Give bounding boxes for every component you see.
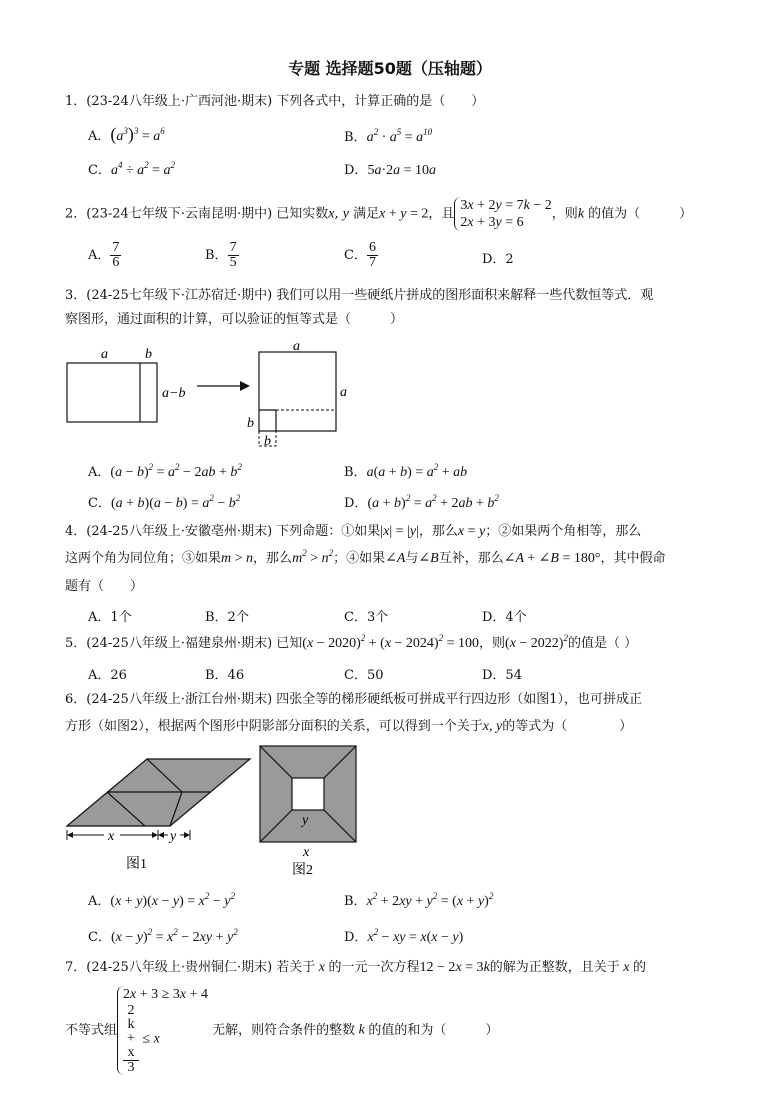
q6-fig1-label-y: y [170, 829, 177, 844]
q5-option-d: D．54 [482, 668, 522, 683]
q3-label-b-bottom: b [264, 434, 271, 449]
q3-option-a: A．$(a - b)^2 = a^2 - 2ab + b^2$ [88, 462, 242, 480]
q6-option-b: B．$x^2 + 2xy + y^2 = (x + y)^2$ [344, 891, 494, 909]
q2-option-a: A． $\frac{7}{6}$ [88, 240, 120, 270]
q3-label-b-left: b [145, 347, 152, 362]
q4-option-d: D．4个 [482, 610, 527, 625]
q3-label-a-left: a [101, 347, 108, 362]
q6-fig2-label-x: x [303, 845, 310, 860]
q6-inner-square [292, 778, 324, 810]
question-7-line1: 7．(24-25八年级上·贵州铜仁·期末) 若关于 x 的一元一次方程12 − 2x = 3k的解为正整数，且关于 x 的 [65, 960, 647, 975]
q6-fig1-arrow-4 [184, 832, 190, 838]
q1-option-c: C．$a^4 \div a^2 = a^2$ [88, 160, 176, 178]
q3-arrow-head [240, 381, 250, 391]
q3-figure [60, 338, 360, 450]
q3-option-c: C．$(a + b)(a - b) = a^2 - b^2$ [88, 493, 241, 511]
q4-option-a: A．1个 [88, 610, 132, 625]
q2-equation-system: 3x + 2y = 7k − 2 2x + 3y = 6 [454, 197, 551, 231]
q6-option-d: D．$x^2$ − xy = x(x − y) [344, 927, 464, 945]
q3-label-b-side: b [247, 416, 254, 431]
q6-option-a: A．$(x + y)(x - y) = x^2 - y^2$ [88, 891, 235, 909]
q6-fig1-arrow-1 [67, 832, 73, 838]
q6-fig1-caption: 图1 [126, 857, 147, 872]
q5-option-a: A．26 [88, 668, 127, 683]
q6-fig2-label-y: y [302, 813, 309, 828]
q3-label-a-top: a [293, 339, 300, 354]
q6-option-c: C．$(x - y)^2 = x^2 - 2xy + y^2$ [88, 927, 238, 945]
q3-left-rect [67, 363, 157, 422]
q2-option-b: B． $\frac{7}{5}$ [205, 240, 237, 270]
q4-option-b: B．2个 [205, 610, 249, 625]
q2-option-d: D．2 [482, 252, 514, 267]
q1-option-a: A．$(a^3)^3 = a^6$ [88, 124, 165, 144]
page-title: 专题 选择题50题（压轴题） [288, 59, 492, 78]
q3-option-b: B．$a(a + b) = a^2$ + ab [344, 462, 468, 480]
question-6-line1: 6．(24-25八年级上·浙江台州·期末) 四张全等的梯形硬纸板可拼成平行四边形（如图1），也可拼成正 [65, 692, 643, 707]
q4-option-c: C．3个 [344, 610, 389, 625]
q6-fig1-label-x: x [108, 829, 115, 844]
q6-fig1-arrow-2 [152, 832, 158, 838]
q6-figure-1 [60, 744, 260, 874]
question-4-line3: 题有（ ） [65, 579, 144, 594]
question-6-line2: 方形（如图2），根据两个图形中阴影部分面积的关系，可以得到一个关于x, y的等式为（ ） [65, 719, 633, 734]
q6-fig2-caption: 图2 [292, 863, 313, 878]
q6-fig1-arrow-3 [158, 832, 164, 838]
question-7-line2: 不等式组 2x + 3 ≥ 3x + 4 2 k + x 3 ≤ x 无解，则符合条件的整数 k 的值的和为（ ） [65, 987, 499, 1075]
question-1-stem: 1．(23-24八年级上·广西河池·期末) 下列各式中，计算正确的是（ ） [65, 94, 485, 109]
question-2-stem: 2．(23-24七年级下·云南昆明·期中) 已知实数x, y 满足x + y = 2，且 3x + 2y = 7k − 2 2x + 3y = 6 ，则k 的值为（ ） [65, 198, 693, 230]
q3-label-amb: a−b [162, 386, 186, 401]
q6-figure-2 [255, 744, 365, 880]
q2-option-c: C． $\frac{6}{7}$ [344, 240, 376, 270]
question-4-line2: 这两个角为同位角；③如果m > n，那么$m^2 > n^2$；④如果∠A与∠B互补，那么∠A + ∠B = 180°，其中假命 [65, 548, 666, 566]
q3-right-square [259, 352, 336, 431]
q5-option-b: B．46 [205, 668, 245, 683]
q1-option-b: B．$a^2 \cdot a^5 = a^{10}$ [344, 127, 433, 145]
q7-inequality-system: 2x + 3 ≥ 3x + 4 2 k + x 3 ≤ x [117, 986, 208, 1075]
question-3-stem-line1: 3．(24-25七年级下·江苏宿迁·期中) 我们可以用一些硬纸片拼成的图形面积来解释一些代数恒等式．观 [65, 288, 654, 303]
question-4-line1: 4．(24-25八年级上·安徽亳州·期末) 下列命题：①如果|x| = |y|，那么x = y；②如果两个角相等，那么 [65, 524, 642, 539]
question-3-stem-line2: 察图形，通过面积的计算，可以验证的恒等式是（ ） [65, 312, 404, 327]
q5-option-c: C．50 [344, 668, 384, 683]
q3-option-d: D．$(a + b)^2 = a^2 + 2ab + b^2$ [344, 493, 499, 511]
q1-option-d: D．5a·2a = 10a [344, 163, 437, 178]
q3-label-a-right: a [340, 385, 347, 400]
question-5-stem: 5．(24-25八年级上·福建泉州·期末) 已知$(x - 2020)^2 + (x - 2024)^2 = 100$，则$(x - 2022)^2$的值是（ ） [65, 633, 638, 651]
